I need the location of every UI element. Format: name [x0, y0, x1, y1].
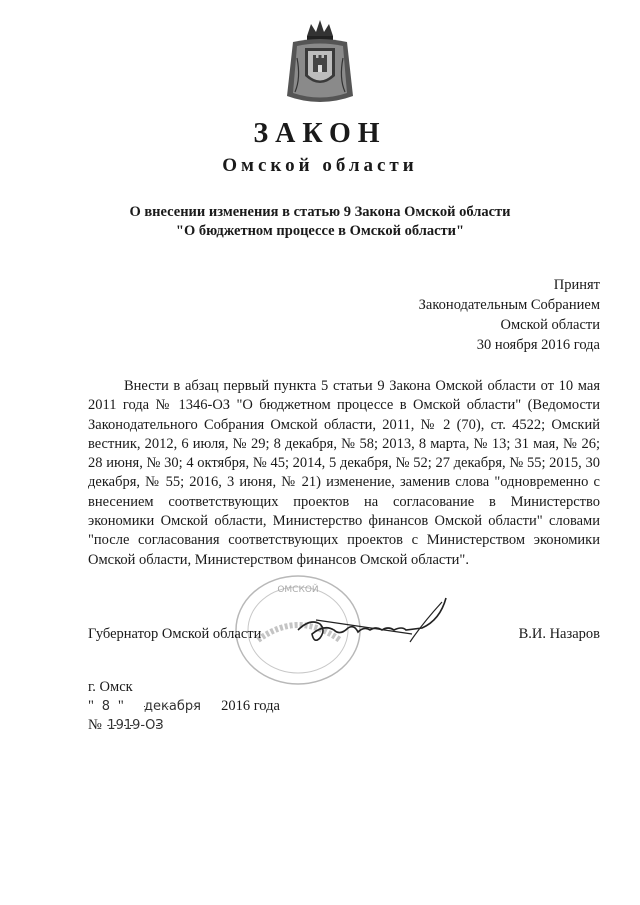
date-year: 2016 года — [221, 698, 280, 714]
subject-line: "О бюджетном процессе в Омской области" — [175, 223, 465, 239]
adopted-by-region: Омской области — [500, 317, 600, 333]
adopted-by: Законодательным Собранием — [418, 297, 600, 313]
document-footer — [88, 678, 280, 735]
region-name: Омской области — [222, 155, 418, 176]
adoption-block — [419, 275, 600, 355]
governor-name: В.И. Назаров — [518, 626, 600, 642]
adopted-label: Принят — [553, 277, 600, 293]
handwritten-signature — [290, 590, 450, 660]
signature-row — [88, 626, 600, 648]
law-number — [88, 716, 280, 735]
signing-date: " 8 " декабря 2016 года — [88, 698, 280, 714]
governor-title: Губернатор Омской области — [88, 626, 262, 642]
city: г. Омск — [88, 679, 133, 695]
date-day: 8 — [101, 699, 111, 714]
coat-of-arms-icon — [283, 18, 357, 108]
law-subject — [0, 203, 640, 241]
law-body-paragraph: Внести в абзац первый пункта 5 статьи 9 Закона Омской области от 10 мая 2011 года № 1346-ОЗ "О бюджетном процессе в Омской области" (Ведомости Законодательного Собрания Омской области, 2011, № 2 (70), ст. 4522; Омский вестник, 2012, 6 июля, № 29; 8 декабря, № 58; 2013, 8 марта, № 13; 31 мая, № 26; 28 июня, № 30; 4 октября, № 45; 2014, 5 декабря, № 52; 27 декабря, № 55; 2015, 30 декабря, № 55; 2016, 3 июня, № 21) изменение, заменив слова "одновременно с внесением соответствующих проектов на согласование в Министерство экономики Омской области, Министерство финансов Омской области" словами "после согласования соответствующих проектов с Министерством экономики Омской области, Министерством финансов Омской области". — [88, 378, 600, 568]
seal-text: ОМСКОЙ — [277, 585, 319, 595]
number-prefix: № — [88, 717, 102, 733]
number-value: 1919-ОЗ — [107, 718, 164, 733]
law-title: ЗАКОН — [253, 118, 387, 149]
subject-line: О внесении изменения в статью 9 Закона Омской области — [129, 204, 511, 220]
adopted-date: 30 ноября 2016 года — [476, 337, 600, 353]
date-month: декабря — [144, 699, 201, 714]
